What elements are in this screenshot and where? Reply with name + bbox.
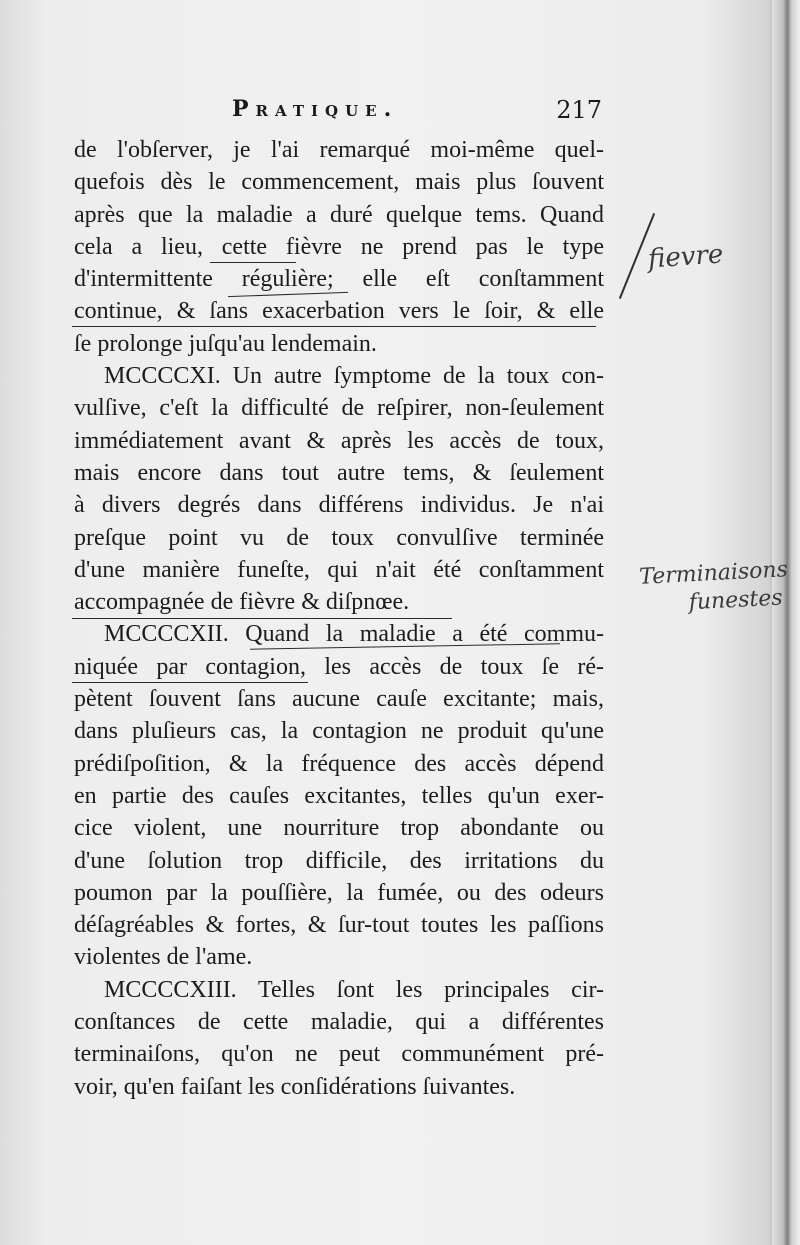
text-line: continue, & ſans exacerbation vers le ſoir, & elle [74, 298, 604, 325]
margin-note-line: funestes [688, 585, 784, 616]
text-line: d'une manière funeſte, qui n'ait été conſtamment [74, 556, 604, 583]
text-line: poumon par la pouſſière, la fumée, ou des odeurs [74, 879, 604, 906]
underline-mark [72, 618, 452, 619]
underline-mark [210, 262, 296, 263]
text-line: mais encore dans tout autre tems, & ſeulement [74, 459, 604, 486]
text-line: en partie des cauſes excitantes, telles qu'un exer- [74, 782, 604, 809]
text-line: accompagnée de fièvre & diſpnœe. [74, 589, 410, 616]
running-head: Pratique. [232, 96, 399, 122]
underline-mark [72, 326, 596, 327]
page-binding-edge [772, 0, 800, 1245]
text-line: violentes de l'ame. [74, 944, 253, 971]
text-line: conſtances de cette maladie, qui a différentes [74, 1009, 604, 1036]
text-line: immédiatement avant & après les accès de toux, [74, 427, 604, 454]
text-line: preſque point vu de toux convulſive terminée [74, 524, 604, 551]
underline-mark [72, 682, 308, 683]
text-line: pètent ſouvent ſans aucune cauſe excitante; mais, [74, 686, 604, 713]
text-line: dans pluſieurs cas, la contagion ne produit qu'une [74, 718, 604, 745]
margin-note-terminaisons [639, 556, 790, 620]
text-line: de l'obſerver, je l'ai remarqué moi-même quel- [74, 137, 604, 163]
text-line: déſagréables & fortes, & ſur-tout toutes les paſſions [74, 912, 604, 939]
text-line: à divers degrés dans différens individus. Je n'ai [74, 492, 604, 519]
text-line: vulſive, c'eſt la difficulté de reſpirer, non-ſeulement [74, 395, 604, 422]
text-line: ſe prolonge juſqu'au lendemain. [74, 330, 377, 357]
text-line: niquée par contagion, les accès de toux ſe ré- [74, 653, 604, 680]
text-line: quefois dès le commencement, mais plus ſouvent [74, 169, 604, 196]
paragraph-1412-start: MCCCCXII. Quand la maladie a été commu- [104, 621, 604, 648]
text-line: voir, qu'en faiſant les conſidérations ſuivantes. [74, 1073, 516, 1100]
text-line: d'intermittente régulière; elle eſt conſtamment [74, 266, 604, 293]
text-line: cela a lieu, cette fièvre ne prend pas le type [74, 233, 604, 260]
text-line: prédiſpoſition, & la fréquence des accès dépend [74, 750, 604, 777]
text-line: après que la maladie a duré quelque tems. Quand [74, 201, 604, 228]
text-line: terminaiſons, qu'on ne peut communément pré- [74, 1041, 604, 1068]
text-line: cice violent, une nourriture trop abondante ou [74, 815, 604, 842]
page-header [72, 92, 602, 128]
paragraph-1413-start: MCCCCXIII. Telles ſont les principales cir- [104, 976, 604, 1003]
text-line: d'une ſolution trop difficile, des irritations du [74, 847, 604, 874]
margin-note-line: Terminaisons [638, 557, 789, 590]
page-number: 217 [556, 96, 602, 124]
margin-note-fievre: fievre [647, 239, 725, 275]
paragraph-1411-start: MCCCCXI. Un autre ſymptome de la toux con- [104, 363, 604, 390]
